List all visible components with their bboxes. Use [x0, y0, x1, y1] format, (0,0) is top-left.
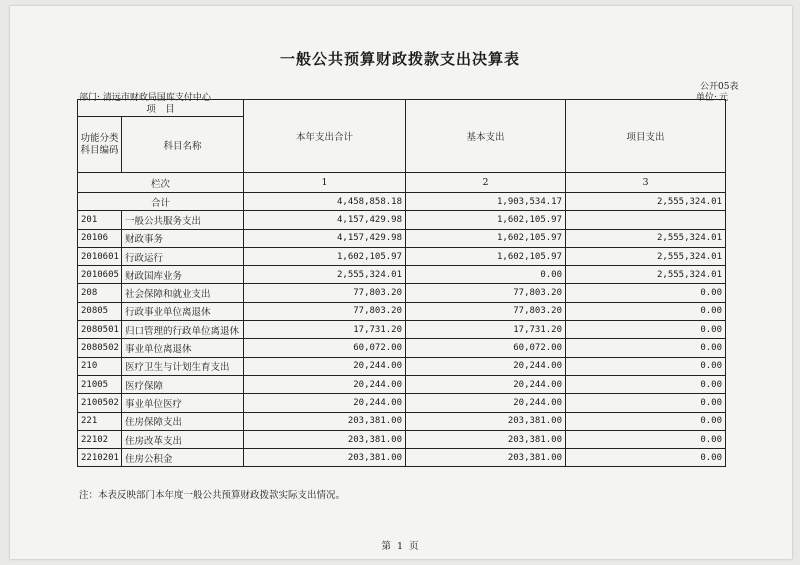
basic-amount: 1,602,105.97	[406, 211, 566, 229]
total-row	[78, 193, 726, 211]
project-amount	[566, 211, 726, 229]
project-amount: 2,555,324.01	[566, 247, 726, 265]
table-row	[78, 357, 726, 375]
col-index-3: 3	[566, 173, 726, 193]
unit-label-text: 单位:	[696, 93, 718, 103]
page-prefix: 第	[381, 541, 391, 552]
footnote: 注：本表反映部门本年度一般公共预算财政拨款实际支出情况。	[79, 490, 346, 501]
total-amount: 20,244.00	[244, 394, 406, 412]
total-amount: 77,803.20	[244, 284, 406, 302]
header-basic: 基本支出	[406, 100, 566, 173]
basic-amount: 60,072.00	[406, 339, 566, 357]
subject-code: 2100502	[78, 394, 122, 412]
subject-name: 行政运行	[122, 247, 244, 265]
subject-name: 事业单位医疗	[122, 394, 244, 412]
subject-code: 2080501	[78, 321, 122, 339]
total-amount: 1,602,105.97	[244, 247, 406, 265]
table-row	[78, 412, 726, 430]
subject-code: 2210201	[78, 449, 122, 467]
project-amount: 0.00	[566, 449, 726, 467]
header-item: 项 目	[78, 100, 244, 117]
header-name: 科目名称	[122, 117, 244, 173]
total-amount: 20,244.00	[244, 375, 406, 393]
project-amount: 2,555,324.01	[566, 266, 726, 284]
subject-name: 医疗保障	[122, 375, 244, 393]
row-index-label: 栏次	[78, 173, 244, 193]
total-amount: 203,381.00	[244, 412, 406, 430]
project-amount: 0.00	[566, 339, 726, 357]
table-row	[78, 321, 726, 339]
project-amount: 0.00	[566, 302, 726, 320]
header-project: 项目支出	[566, 100, 726, 173]
expenditure-table	[77, 99, 726, 467]
subject-code: 20106	[78, 229, 122, 247]
subject-code: 201	[78, 211, 122, 229]
table-row	[78, 375, 726, 393]
department-label: 部门: 清远市财政局国库支付中心	[79, 93, 211, 103]
basic-amount: 1,602,105.97	[406, 247, 566, 265]
subject-code: 2010605	[78, 266, 122, 284]
page-number	[0, 538, 800, 552]
project-amount: 0.00	[566, 412, 726, 430]
project-amount: 0.00	[566, 321, 726, 339]
table-row	[78, 449, 726, 467]
project-amount: 0.00	[566, 375, 726, 393]
page-suffix: 页	[409, 541, 419, 552]
basic-amount: 203,381.00	[406, 412, 566, 430]
project-amount: 0.00	[566, 284, 726, 302]
table-row	[78, 302, 726, 320]
total-amount: 20,244.00	[244, 357, 406, 375]
header-total: 本年支出合计	[244, 100, 406, 173]
table-row	[78, 229, 726, 247]
subject-name: 事业单位离退休	[122, 339, 244, 357]
subject-name: 财政事务	[122, 229, 244, 247]
total-amount: 4,458,858.18	[244, 193, 406, 211]
form-number: 公开05表	[700, 82, 739, 92]
basic-amount: 20,244.00	[406, 357, 566, 375]
table-row	[78, 284, 726, 302]
basic-amount: 0.00	[406, 266, 566, 284]
table-row	[78, 394, 726, 412]
subject-name: 社会保障和就业支出	[122, 284, 244, 302]
document-title: 一般公共预算财政拨款支出决算表	[279, 50, 520, 68]
basic-amount: 20,244.00	[406, 394, 566, 412]
subject-name: 一般公共服务支出	[122, 211, 244, 229]
subject-name: 财政国库业务	[122, 266, 244, 284]
table-row	[78, 430, 726, 448]
total-basic: 1,903,534.17	[406, 193, 566, 211]
subject-code: 2010601	[78, 247, 122, 265]
project-amount: 0.00	[566, 394, 726, 412]
subject-code: 2080502	[78, 339, 122, 357]
basic-amount: 1,602,105.97	[406, 229, 566, 247]
subject-code: 221	[78, 412, 122, 430]
col-index-2: 2	[406, 173, 566, 193]
subject-code: 20805	[78, 302, 122, 320]
subject-name: 归口管理的行政单位离退休	[122, 321, 244, 339]
unit-value: 元	[719, 93, 729, 103]
project-amount: 2,555,324.01	[566, 229, 726, 247]
total-project: 2,555,324.01	[566, 193, 726, 211]
basic-amount: 17,731.20	[406, 321, 566, 339]
total-amount: 203,381.00	[244, 449, 406, 467]
basic-amount: 20,244.00	[406, 375, 566, 393]
project-amount: 0.00	[566, 430, 726, 448]
table-row	[78, 211, 726, 229]
total-amount: 2,555,324.01	[244, 266, 406, 284]
subject-code: 208	[78, 284, 122, 302]
subject-name: 住房保障支出	[122, 412, 244, 430]
table-row	[78, 247, 726, 265]
total-amount: 60,072.00	[244, 339, 406, 357]
subject-code: 210	[78, 357, 122, 375]
subject-name: 医疗卫生与计划生育支出	[122, 357, 244, 375]
basic-amount: 203,381.00	[406, 449, 566, 467]
total-amount: 17,731.20	[244, 321, 406, 339]
page-number-value: 1	[396, 541, 404, 552]
basic-amount: 77,803.20	[406, 284, 566, 302]
subject-name: 行政事业单位离退休	[122, 302, 244, 320]
col-index-1: 1	[244, 173, 406, 193]
basic-amount: 203,381.00	[406, 430, 566, 448]
subject-name: 住房改革支出	[122, 430, 244, 448]
basic-amount: 77,803.20	[406, 302, 566, 320]
total-amount: 4,157,429.98	[244, 229, 406, 247]
total-label: 合计	[78, 193, 244, 211]
project-amount: 0.00	[566, 357, 726, 375]
table-row	[78, 266, 726, 284]
total-amount: 77,803.20	[244, 302, 406, 320]
total-amount: 203,381.00	[244, 430, 406, 448]
subject-code: 22102	[78, 430, 122, 448]
subject-code: 21005	[78, 375, 122, 393]
subject-name: 住房公积金	[122, 449, 244, 467]
table-row	[78, 339, 726, 357]
total-amount: 4,157,429.98	[244, 211, 406, 229]
header-code: 功能分类科目编码	[78, 117, 122, 173]
